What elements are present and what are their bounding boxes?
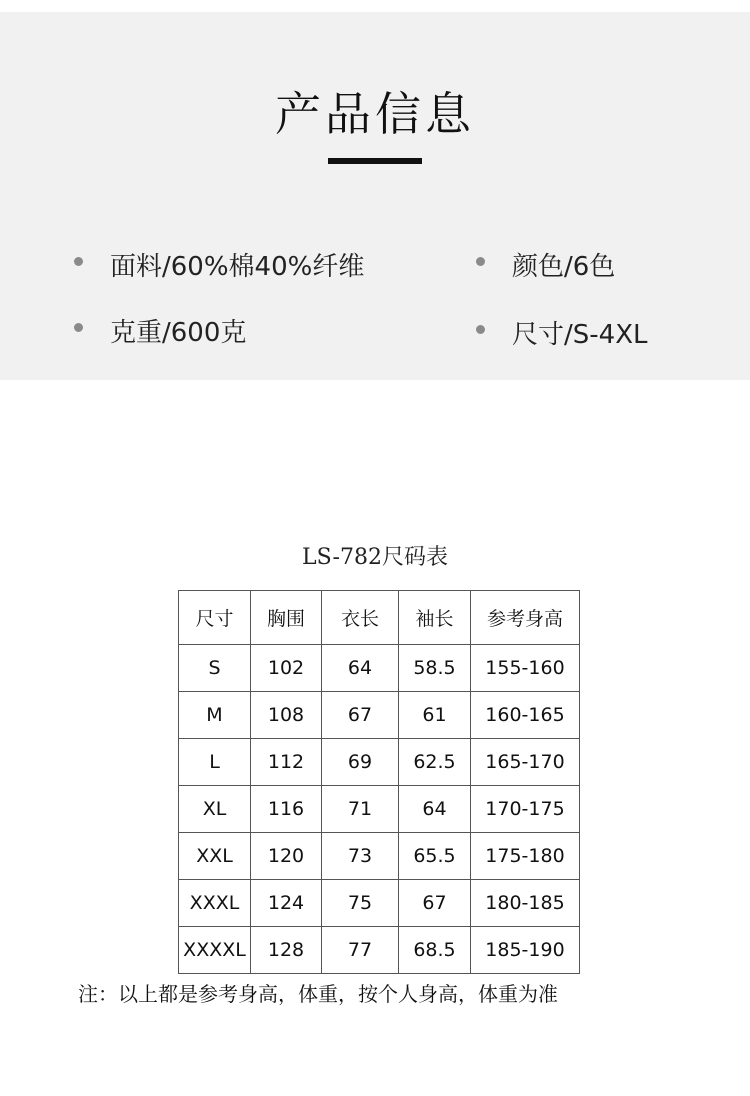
- spec-weight: [110, 312, 246, 349]
- cell-sleeve: 62.5: [399, 739, 471, 786]
- spec-color-text: 颜色/6色: [512, 252, 616, 282]
- cell-height: 155-160: [471, 645, 580, 692]
- spec-color: [512, 246, 615, 283]
- cell-sleeve: 58.5: [399, 645, 471, 692]
- cell-height: 160-165: [471, 692, 580, 739]
- product-info-panel: [0, 12, 750, 380]
- header-sleeve: 袖长: [399, 591, 471, 645]
- bullet-icon: [476, 325, 485, 334]
- cell-chest: 112: [251, 739, 322, 786]
- table-row: [179, 833, 580, 880]
- header-size: 尺寸: [179, 591, 251, 645]
- table-row: [179, 880, 580, 927]
- cell-size: M: [179, 692, 251, 739]
- bullet-icon: [476, 257, 485, 266]
- spec-fabric-text: 面料/60%棉40%纤维: [110, 252, 365, 282]
- cell-chest: 124: [251, 880, 322, 927]
- table-row: [179, 786, 580, 833]
- header-chest: 胸围: [251, 591, 322, 645]
- cell-size: XXL: [179, 833, 251, 880]
- spec-fabric: [110, 246, 364, 283]
- cell-height: 165-170: [471, 739, 580, 786]
- cell-size: XXXXL: [179, 927, 251, 974]
- cell-length: 71: [322, 786, 399, 833]
- spec-size-text: 尺寸/S-4XL: [512, 320, 648, 350]
- cell-length: 67: [322, 692, 399, 739]
- spec-weight-text: 克重/600克: [110, 318, 247, 348]
- cell-length: 77: [322, 927, 399, 974]
- spec-size: [512, 314, 648, 351]
- header-height: 参考身高: [471, 591, 580, 645]
- table-row: [179, 692, 580, 739]
- cell-length: 73: [322, 833, 399, 880]
- cell-chest: 108: [251, 692, 322, 739]
- cell-chest: 128: [251, 927, 322, 974]
- cell-chest: 120: [251, 833, 322, 880]
- cell-height: 185-190: [471, 927, 580, 974]
- size-chart-table: [178, 590, 580, 974]
- cell-sleeve: 61: [399, 692, 471, 739]
- header-length: 衣长: [322, 591, 399, 645]
- size-note: 注：以上都是参考身高，体重，按个人身高，体重为准: [78, 982, 558, 1006]
- cell-sleeve: 68.5: [399, 927, 471, 974]
- cell-height: 175-180: [471, 833, 580, 880]
- title-underline: [328, 158, 422, 164]
- cell-chest: 116: [251, 786, 322, 833]
- table-row: [179, 927, 580, 974]
- cell-height: 180-185: [471, 880, 580, 927]
- bullet-icon: [74, 323, 83, 332]
- table-header-row: [179, 591, 580, 645]
- cell-height: 170-175: [471, 786, 580, 833]
- cell-length: 75: [322, 880, 399, 927]
- info-title: 产品信息: [275, 87, 475, 141]
- cell-size: S: [179, 645, 251, 692]
- table-row: [179, 739, 580, 786]
- cell-sleeve: 67: [399, 880, 471, 927]
- cell-sleeve: 65.5: [399, 833, 471, 880]
- bullet-icon: [74, 257, 83, 266]
- cell-length: 64: [322, 645, 399, 692]
- size-chart-caption: LS-782尺码表: [302, 545, 448, 570]
- cell-sleeve: 64: [399, 786, 471, 833]
- cell-length: 69: [322, 739, 399, 786]
- cell-chest: 102: [251, 645, 322, 692]
- cell-size: XXXL: [179, 880, 251, 927]
- cell-size: XL: [179, 786, 251, 833]
- cell-size: L: [179, 739, 251, 786]
- table-row: [179, 645, 580, 692]
